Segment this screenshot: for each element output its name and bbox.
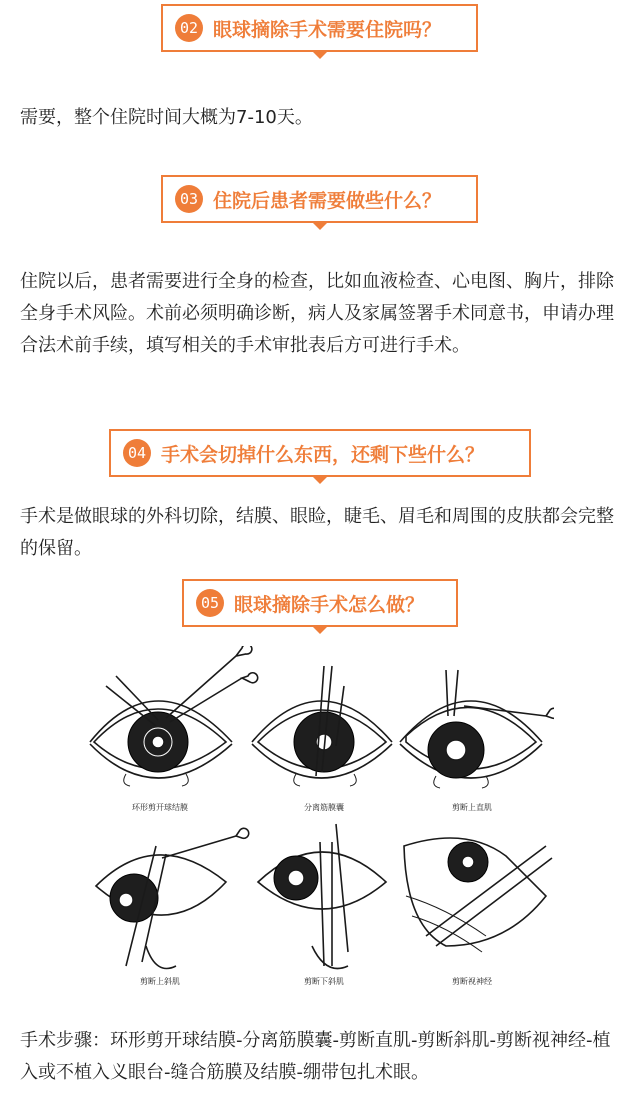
surgery-steps-illustration (86, 646, 554, 990)
section-heading-text: 住院后患者需要做些什么？ (213, 189, 442, 212)
figure-caption: 剪断上斜肌 (140, 977, 180, 986)
panel-4-drawing (96, 828, 249, 968)
figure-caption: 分离筋膜囊 (304, 803, 344, 812)
section-heading-text: 手术会切掉什么东西，还剩下些什么？ (161, 443, 485, 466)
section-heading-text: 眼球摘除手术怎么做？ (234, 593, 425, 616)
answer-paragraph-2: 住院以后，患者需要进行全身的检查，比如血液检查、心电图、胸片，排除全身手术风险。术前必须明确诊断，病人及家属签署手术同意书，申请办理合法术前手续，填写相关的手术审批表后方可进行手术。 (20, 271, 614, 356)
heading-pointer (312, 51, 328, 59)
figure-caption: 环形剪开球结膜 (132, 803, 188, 812)
panel-2-drawing (252, 666, 392, 786)
figure-caption: 剪断上直肌 (452, 803, 492, 812)
section-number-badge: 04 (123, 439, 151, 467)
section-number-badge: 02 (175, 14, 203, 42)
surgery-steps-drawing (86, 646, 554, 990)
heading-pointer (312, 222, 328, 230)
section-heading-05 (182, 579, 458, 627)
section-heading-text: 眼球摘除手术需要住院吗？ (213, 18, 442, 41)
panel-3-drawing (400, 670, 554, 788)
heading-pointer (312, 476, 328, 484)
answer-paragraph-3: 手术是做眼球的外科切除，结膜、眼睑，睫毛、眉毛和周围的皮肤都会完整的保留。 (20, 506, 614, 559)
figure-caption: 剪断视神经 (452, 977, 492, 986)
section-heading-04 (109, 429, 531, 477)
section-heading-02 (161, 4, 478, 52)
panel-5-drawing (258, 824, 386, 969)
surgery-steps-paragraph: 手术步骤：环形剪开球结膜-分离筋膜囊-剪断直肌-剪断斜肌-剪断视神经-植入或不植入义眼台-缝合筋膜及结膜-绷带包扎术眼。 (20, 1030, 611, 1083)
section-heading-03 (161, 175, 478, 223)
section-number-badge: 03 (175, 185, 203, 213)
figure-caption: 剪断下斜肌 (304, 977, 344, 986)
panel-1-drawing (90, 646, 258, 786)
section-number-badge: 05 (196, 589, 224, 617)
heading-pointer (312, 626, 328, 634)
answer-paragraph-1: 需要，整个住院时间大概为7-10天。 (20, 107, 313, 128)
panel-6-drawing (404, 838, 552, 952)
